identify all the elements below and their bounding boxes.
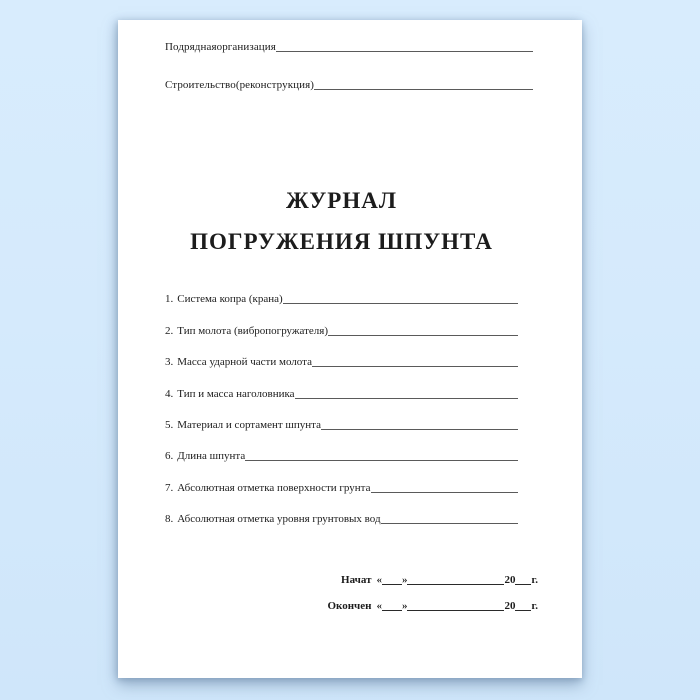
form-field-row-3 (165, 337, 518, 368)
field-label: Тип молота (вибропогружателя) (177, 324, 329, 337)
form-field-row-8 (165, 494, 518, 525)
fill-in-line (328, 334, 518, 336)
contractor-field-label: Подряднаяорганизация (165, 41, 276, 53)
document-title-line2: ПОГРУЖЕНИЯ ШПУНТА (190, 229, 493, 254)
started-date-row (327, 560, 538, 586)
field-number: 4. (165, 387, 174, 400)
field-number: 6. (165, 450, 174, 463)
open-quote: « (376, 600, 382, 612)
numbered-fields-list (165, 274, 518, 525)
field-number: 1. (165, 293, 174, 306)
field-number: 8. (165, 513, 174, 526)
construction-field-row (165, 66, 533, 91)
field-label: Абсолютная отметка поверхности грунта (177, 481, 371, 494)
form-field-row-7 (165, 462, 518, 493)
construction-field-label: Строительство(реконструкция) (165, 79, 315, 91)
fill-in-line (295, 397, 518, 399)
day-fill-in-line (382, 583, 402, 585)
field-number: 2. (165, 324, 174, 337)
month-fill-in-line (407, 583, 504, 585)
close-quote: » (401, 574, 408, 586)
fill-in-line (381, 522, 518, 524)
field-label: Масса ударной части молота (177, 356, 312, 369)
started-label: Начат (341, 574, 372, 586)
contractor-field-row (165, 28, 533, 53)
construction-fill-in-line (314, 88, 533, 90)
form-field-row-4 (165, 368, 518, 399)
field-label: Система копра (крана) (177, 293, 283, 306)
form-field-row-6 (165, 431, 518, 462)
fill-in-line (283, 302, 518, 304)
field-number: 3. (165, 356, 174, 369)
open-quote: « (376, 574, 382, 586)
year-suffix: г. (531, 600, 538, 612)
year-fill-in-line (515, 609, 531, 611)
journal-dates-block (327, 560, 538, 612)
field-number: 7. (165, 481, 174, 494)
form-field-row-5 (165, 400, 518, 431)
fill-in-line (312, 365, 518, 367)
document-title-line1: ЖУРНАЛ (286, 188, 397, 213)
month-fill-in-line (407, 609, 504, 611)
contractor-fill-in-line (276, 50, 533, 52)
year-fill-in-line (515, 583, 531, 585)
year-suffix: г. (531, 574, 538, 586)
field-label: Абсолютная отметка уровня грунтовых вод (177, 513, 381, 526)
year-prefix: 20 (504, 600, 516, 612)
fill-in-line (245, 459, 518, 461)
field-label: Длина шпунта (177, 450, 246, 463)
form-field-row-1 (165, 274, 518, 305)
fill-in-line (321, 428, 518, 430)
year-prefix: 20 (504, 574, 516, 586)
form-field-row-2 (165, 305, 518, 336)
field-label: Материал и сортамент шпунта (177, 418, 321, 431)
finished-label: Окончен (327, 600, 372, 612)
fill-in-line (371, 491, 518, 493)
finished-date-row (327, 586, 538, 612)
document-page (118, 20, 582, 678)
field-number: 5. (165, 418, 174, 431)
day-fill-in-line (382, 609, 402, 611)
field-label: Тип и масса наголовника (177, 387, 295, 400)
document-title (165, 180, 518, 262)
close-quote: » (401, 600, 408, 612)
